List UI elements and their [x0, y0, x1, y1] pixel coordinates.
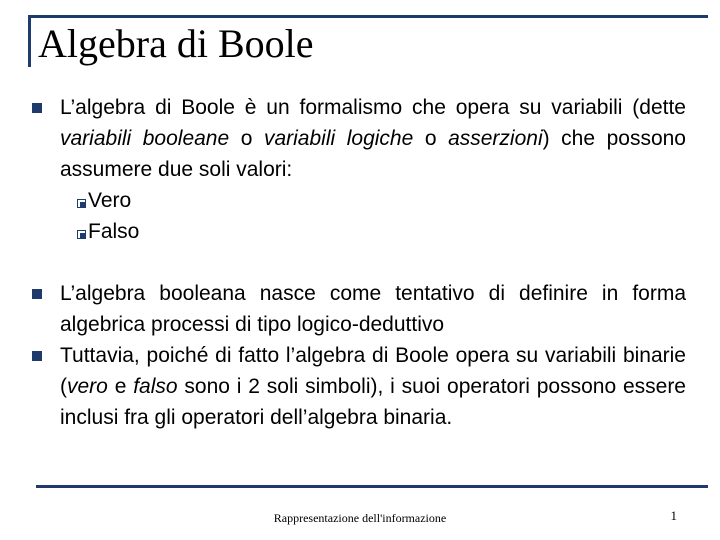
footer-rule — [36, 485, 708, 488]
slide-title: Algebra di Boole — [38, 21, 314, 66]
bullet-item-2 — [30, 278, 686, 340]
bullet-item-1 — [30, 92, 686, 247]
square-bullet-icon — [32, 103, 42, 113]
square-bullet-icon — [32, 289, 42, 299]
sub-item-falso: Falso — [60, 216, 686, 247]
slide-content — [30, 92, 686, 433]
bullet-text-2: L’algebra booleana nasce come tentativo di definire in forma algebrica processi di tipo logico-deduttivo — [60, 282, 686, 336]
bullet-text-3: Tuttavia, poiché di fatto l’algebra di Boole opera su variabili binarie (vero e falso sono i 2 soli simboli), i suoi operatori possono essere inclusi fra gli operatori dell’algebra binaria. — [60, 344, 686, 429]
page-number: 1 — [670, 508, 677, 523]
bullet-text-1: L’algebra di Boole è un formalismo che opera su variabili (dette variabili booleane o variabili logiche o asserzioni) che possono assumere due soli valori: — [60, 96, 686, 181]
bullet-item-3 — [30, 340, 686, 433]
footer-text: Rappresentazione dell'informazione — [273, 511, 447, 525]
title-top-rule — [28, 15, 708, 18]
sub-item-vero: Vero — [60, 185, 686, 216]
square-bullet-icon — [32, 351, 42, 361]
title-left-rule — [28, 15, 31, 67]
checkbox-bullet-icon — [77, 230, 86, 239]
checkbox-bullet-icon — [77, 199, 86, 208]
